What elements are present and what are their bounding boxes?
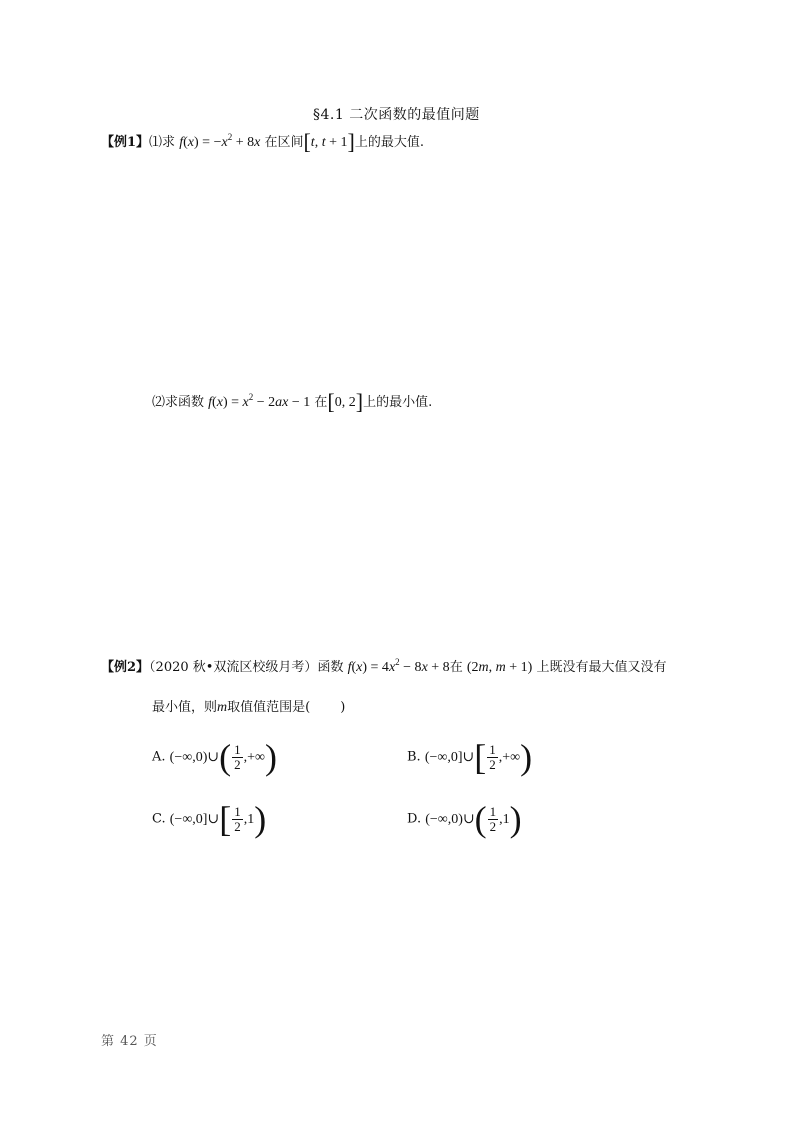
example1-part1-prefix: ⑴求 <box>149 135 176 150</box>
example2-line2-c: ) <box>340 700 346 715</box>
option-b <box>407 736 533 777</box>
example2-text1: 函数 <box>317 660 344 675</box>
page-number: 第 42 页 <box>101 1034 158 1049</box>
option-a-expression: (−∞,0)∪( $\frac{1}{2}$ ,+∞) <box>169 736 277 777</box>
example1-part2 <box>152 389 433 414</box>
example1-part1-interval: [t, t + 1] <box>303 129 355 154</box>
example1-part2-suffix: 上的最小值. <box>363 395 433 410</box>
example1-tag: 【例1】 <box>101 135 150 150</box>
option-d <box>407 798 522 839</box>
example2-tag: 【例2】 <box>101 660 150 675</box>
example1-part1-function: $f(x) = -x^2 + 8x$ <box>179 132 261 150</box>
example1-part1-mid: 在区间 <box>264 135 304 150</box>
example2-line1 <box>101 658 666 678</box>
example1-part2-function: $f(x) = x^2 - 2ax - 1$ <box>208 392 311 410</box>
example2-line2-a: 最小值，则 <box>152 700 218 715</box>
example2-function: $f(x) = 4x^2 - 8x + 8$ <box>347 657 450 675</box>
example1-part1 <box>101 129 424 154</box>
option-c-expression: (−∞,0]∪[ $\frac{1}{2}$ ,1) <box>169 798 267 839</box>
example2-interval: (2m, m + 1) <box>466 660 533 675</box>
option-a-label: A. <box>152 749 166 765</box>
option-c-label: C. <box>152 811 166 827</box>
example2-text2: 在 <box>449 660 463 675</box>
option-b-label: B. <box>407 749 421 765</box>
example1-part2-mid: 在 <box>314 395 328 410</box>
example1-part2-prefix: ⑵求函数 <box>152 395 205 410</box>
option-d-expression: (−∞,0)∪( $\frac{1}{2}$ ,1) <box>425 798 522 839</box>
example2-line2-b: 取值值范围是( <box>227 700 311 715</box>
example1-part2-interval: [0, 2] <box>327 389 364 414</box>
example2-variable: m <box>217 700 228 715</box>
example2-line2 <box>152 698 345 718</box>
option-a <box>152 736 277 777</box>
example2-text3: 上既没有最大值又没有 <box>536 660 667 675</box>
option-d-label: D. <box>407 811 422 827</box>
example1-part1-suffix: 上的最大值. <box>354 135 424 150</box>
section-title: §4.1 二次函数的最值问题 <box>313 107 480 123</box>
option-b-expression: (−∞,0]∪[ $\frac{1}{2}$ ,+∞) <box>424 736 533 777</box>
option-c <box>152 798 267 839</box>
example2-source: （2020 秋•双流区校级月考） <box>149 660 318 675</box>
